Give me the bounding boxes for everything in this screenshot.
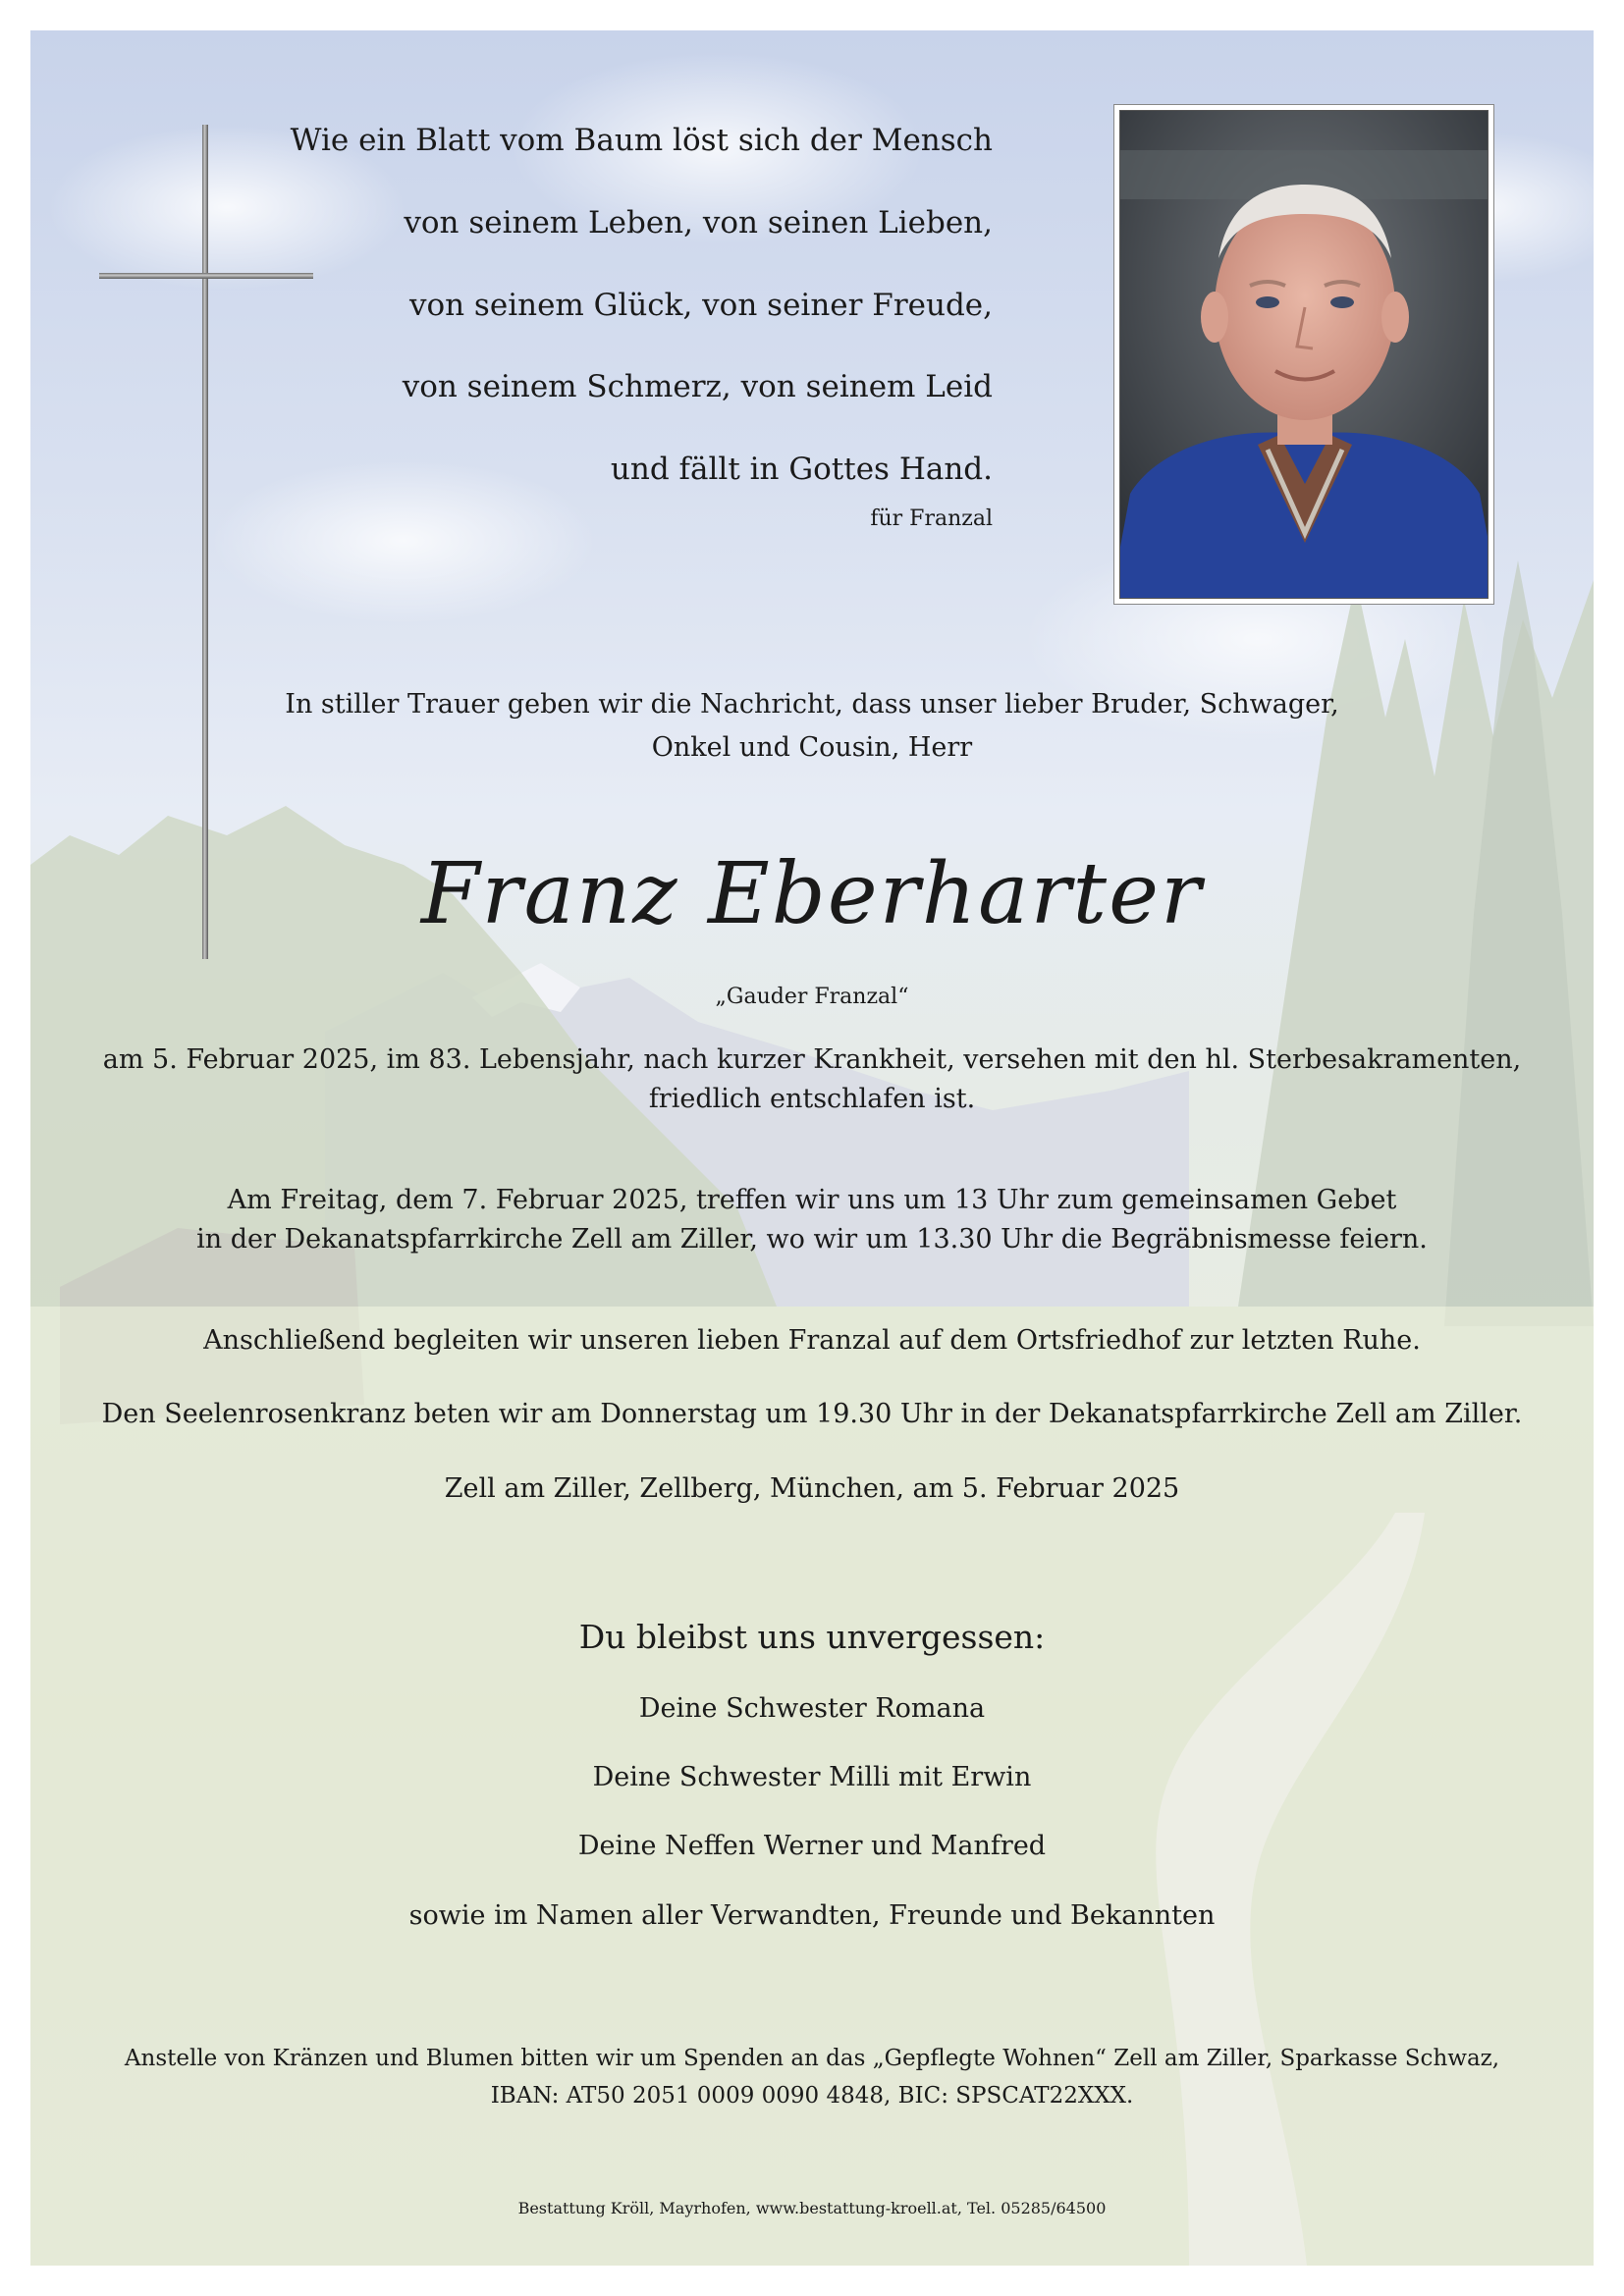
mourner-2: Deine Schwester Milli mit Erwin <box>592 1762 1032 1792</box>
donation-line-1: Anstelle von Kränzen und Blumen bitten wir um Spenden an das „Gepflegte Wohnen“ Zell am Ziller, Sparkasse Schwaz, <box>124 2046 1500 2071</box>
announcement-line-2: Onkel und Cousin, Herr <box>651 732 973 763</box>
poem-line-5: und fällt in Gottes Hand. <box>610 452 993 487</box>
mourner-1: Deine Schwester Romana <box>638 1693 986 1724</box>
poem-line-2: von seinem Leben, von seinen Lieben, <box>404 205 993 240</box>
poem-line-4: von seinem Schmerz, von seinem Leid <box>402 369 993 404</box>
poem-line-1: Wie ein Blatt vom Baum löst sich der Mensch <box>290 123 993 158</box>
deceased-name: Franz Eberharter <box>420 845 1204 943</box>
poem-line-3: von seinem Glück, von seiner Freude, <box>408 288 993 323</box>
place-date-line: Zell am Ziller, Zellberg, München, am 5. Februar 2025 <box>444 1473 1180 1504</box>
rosary-line: Den Seelenrosenkranz beten wir am Donnerstag um 19.30 Uhr in der Dekanatspfarrkirche Zell am Ziller. <box>101 1399 1523 1429</box>
announcement-line-1: In stiller Trauer geben wir die Nachricht, dass unser lieber Bruder, Schwager, <box>285 689 1339 720</box>
mourner-4: sowie im Namen aller Verwandten, Freunde und Bekannten <box>408 1900 1216 1931</box>
poem-dedication: für Franzal <box>870 507 993 531</box>
death-line-1: am 5. Februar 2025, im 83. Lebensjahr, nach kurzer Krankheit, versehen mit den hl. Sterbesakramenten, <box>102 1044 1522 1075</box>
deceased-nickname: „Gauder Franzal“ <box>715 985 909 1009</box>
obituary-page <box>30 30 1594 2266</box>
donation-line-2: IBAN: AT50 2051 0009 0090 4848, BIC: SPSCAT22XXX. <box>490 2083 1134 2109</box>
mourner-3: Deine Neffen Werner und Manfred <box>577 1831 1047 1861</box>
death-line-2: friedlich entschlafen ist. <box>648 1084 976 1114</box>
closing-heading: Du bleibst uns unvergessen: <box>578 1618 1046 1656</box>
portrait-person-image <box>1120 111 1489 599</box>
funeral-line-2: in der Dekanatspfarrkirche Zell am Ziller, wo wir um 13.30 Uhr die Begräbnismesse feiern. <box>196 1224 1428 1255</box>
funeral-home-footer: Bestattung Kröll, Mayrhofen, www.bestattung-kroell.at, Tel. 05285/64500 <box>517 2199 1107 2217</box>
portrait-photo <box>1113 104 1494 605</box>
funeral-line-1: Am Freitag, dem 7. Februar 2025, treffen wir uns um 13 Uhr zum gemeinsamen Gebet <box>227 1185 1397 1215</box>
burial-line: Anschließend begleiten wir unseren lieben Franzal auf dem Ortsfriedhof zur letzten Ruhe. <box>203 1325 1421 1356</box>
